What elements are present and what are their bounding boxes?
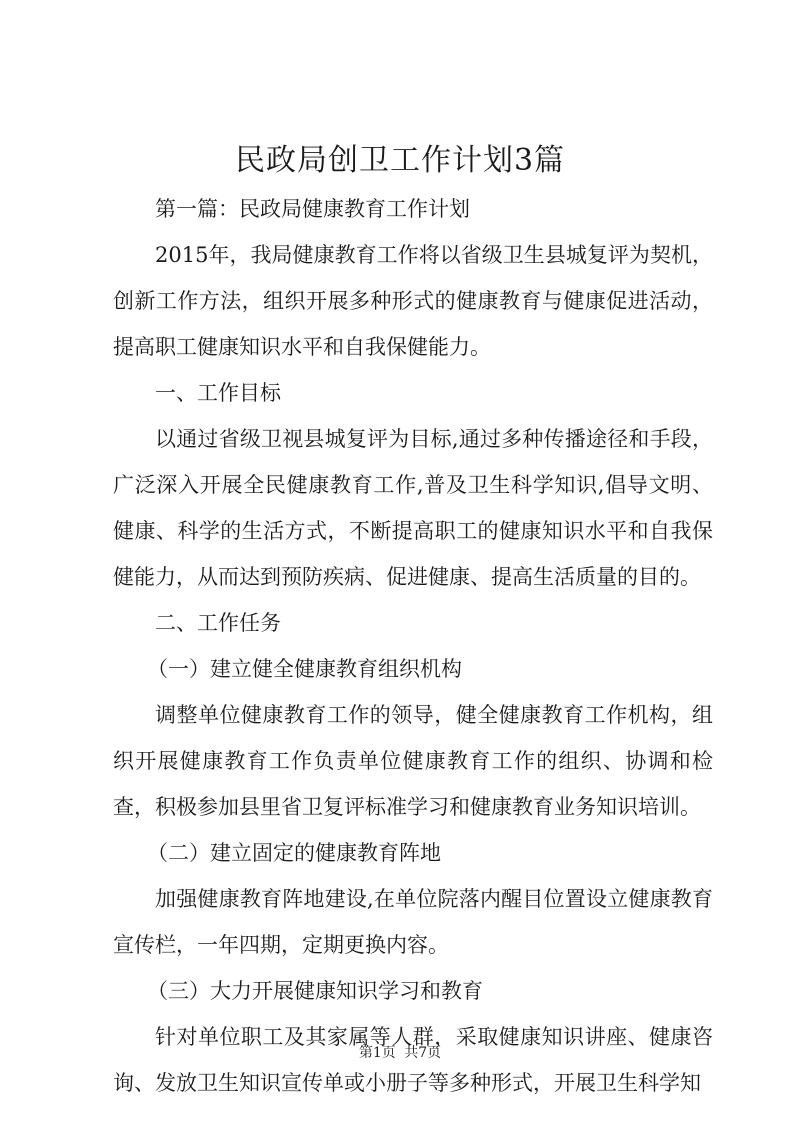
page-number: 第1页 <box>358 1045 396 1061</box>
page-total: 共7页 <box>404 1045 442 1061</box>
section-heading: 一、工作目标 <box>155 381 281 405</box>
paragraph: 针对单位职工及其家属等人群，采取健康知识讲座、健康咨询、发放卫生知识宣传单或小册子等多种形式，开展卫生科学知 <box>113 1025 713 1095</box>
section-heading: 第一篇：民政局健康教育工作计划 <box>155 197 470 221</box>
section-heading: 二、工作任务 <box>155 611 281 635</box>
subsection-heading: （二）建立固定的健康教育阵地 <box>147 841 441 865</box>
document-body <box>113 186 713 1106</box>
paragraph: 以通过省级卫视县城复评为目标,通过多种传播途径和手段，广泛深入开展全民健康教育工作,普及卫生科学知识,倡导文明、健康、科学的生活方式，不断提高职工的健康知识水平和自我保健能力，从而达到预防疾病、促进健康、提高生活质量的目的。 <box>113 427 713 589</box>
subsection-heading: （一）建立健全健康教育组织机构 <box>147 657 462 681</box>
paragraph: 调整单位健康教育工作的领导，健全健康教育工作机构，组织开展健康教育工作负责单位健康教育工作的组织、协调和检查，积极参加县里省卫复评标准学习和健康教育业务知识培训。 <box>113 703 713 819</box>
paragraph: 2015年，我局健康教育工作将以省级卫生县城复评为契机，创新工作方法，组织开展多种形式的健康教育与健康促进活动，提高职工健康知识水平和自我保健能力。 <box>113 243 713 359</box>
subsection-heading: （三）大力开展健康知识学习和教育 <box>147 979 483 1003</box>
document-title: 民政局创卫工作计划3篇 <box>234 143 566 178</box>
paragraph: 加强健康教育阵地建设,在单位院落内醒目位置设立健康教育宣传栏，一年四期，定期更换内容。 <box>113 887 713 957</box>
page-footer <box>0 1043 800 1063</box>
